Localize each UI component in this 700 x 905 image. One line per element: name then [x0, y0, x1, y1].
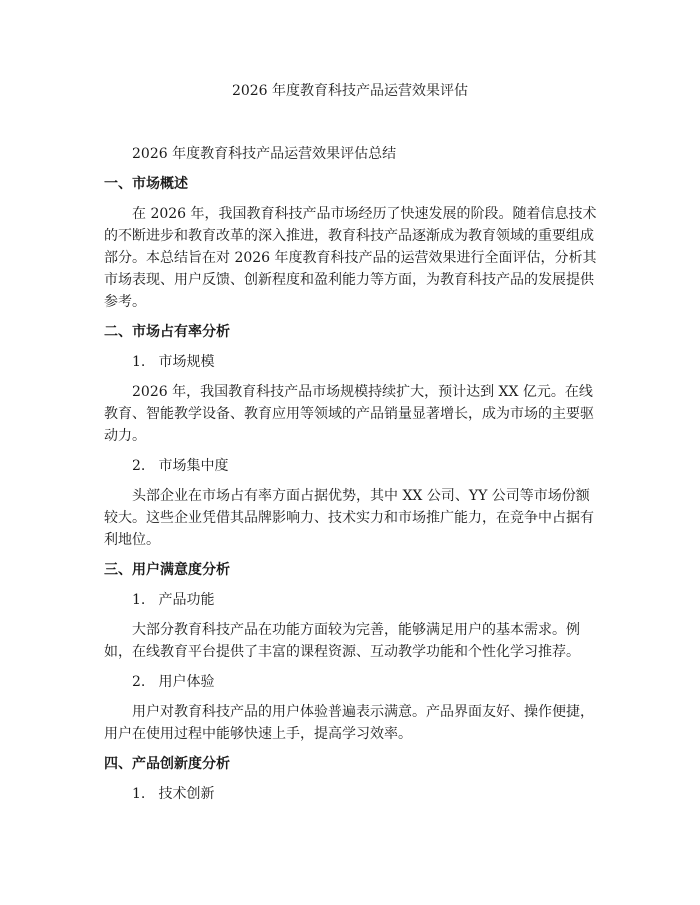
subheading-product-function: [104, 589, 598, 611]
subheading-label: 技术创新: [158, 786, 215, 802]
section-heading-user-satisfaction: 三、用户满意度分析: [104, 562, 230, 578]
section-heading-market-share: 二、市场占有率分析: [104, 324, 230, 340]
subheading-number: 2.: [132, 674, 146, 690]
paragraph: 用户对教育科技产品的用户体验普遍表示满意。产品界面友好、操作便捷，用户在使用过程中能够快速上手，提高学习效率。: [104, 704, 594, 742]
paragraph: 大部分教育科技产品在功能方面较为完善，能够满足用户的基本需求。例如，在线教育平台提供了丰富的课程资源、互动教学功能和个性化学习推荐。: [104, 622, 580, 660]
subheading-user-experience: [104, 671, 598, 693]
document-subtitle: 2026 年度教育科技产品运营效果评估总结: [132, 146, 397, 162]
section-heading-market-overview: 一、市场概述: [104, 176, 188, 192]
subheading-label: 市场规模: [158, 354, 215, 370]
subheading-number: 2.: [132, 458, 146, 474]
subheading-market-size: [104, 351, 598, 373]
subheading-label: 用户体验: [158, 674, 215, 690]
subheading-label: 市场集中度: [158, 458, 229, 474]
paragraph: 在 2026 年，我国教育科技产品市场经历了快速发展的阶段。随着信息技术的不断进步和教育改革的深入推进，教育科技产品逐渐成为教育领域的重要组成部分。本总结旨在对 2026 年度教育科技产品的运营效果进行全面评估，分析其市场表现、用户反馈、创新程度和盈利能力等方面，为教育科技产品的发展提供参考。: [104, 206, 597, 310]
subheading-number: 1.: [132, 786, 146, 802]
subheading-market-concentration: [104, 455, 598, 477]
subheading-number: 1.: [132, 354, 146, 370]
paragraph: 头部企业在市场占有率方面占据优势，其中 XX 公司、YY 公司等市场份额较大。这些企业凭借其品牌影响力、技术实力和市场推广能力，在竞争中占据有利地位。: [104, 488, 594, 548]
document-body: [104, 143, 598, 813]
paragraph: 2026 年，我国教育科技产品市场规模持续扩大，预计达到 XX 亿元。在线教育、智能教学设备、教育应用等领域的产品销量显著增长，成为市场的主要驱动力。: [104, 384, 594, 444]
subheading-label: 产品功能: [158, 592, 215, 608]
document-title: 2026 年度教育科技产品运营效果评估: [231, 83, 469, 99]
section-heading-product-innovation: 四、产品创新度分析: [104, 756, 230, 772]
subheading-number: 1.: [132, 592, 146, 608]
subheading-tech-innovation: [104, 783, 598, 805]
